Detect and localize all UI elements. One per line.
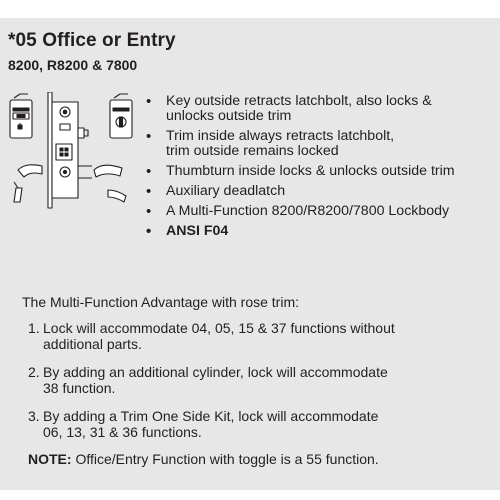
footnote xyxy=(28,451,379,467)
list-item xyxy=(142,204,494,219)
feature-line: Trim inside always retracts latchbolt, xyxy=(166,128,395,144)
advantage-line: By adding an additional cylinder, lock will accommodate xyxy=(43,364,388,380)
note-text: Office/Entry Function with toggle is a 55 function. xyxy=(71,451,379,467)
inside-trim-thumbturn-icon xyxy=(110,94,132,138)
feature-line: A Multi-Function 8200/R8200/7800 Lockbody xyxy=(166,203,450,219)
feature-line: Thumbturn inside locks & unlocks outside trim xyxy=(166,163,455,179)
item-number: 3. xyxy=(28,408,40,424)
advantage-intro: The Multi-Function Advantage with rose trim: xyxy=(22,294,300,310)
list-item xyxy=(142,224,494,239)
list-item xyxy=(28,364,468,396)
lock-function-diagram xyxy=(8,92,144,216)
list-item xyxy=(28,408,468,440)
outside-trim-key-cylinder-icon xyxy=(10,94,32,138)
advantage-line: By adding a Trim One Side Kit, lock will accommodate xyxy=(43,408,379,424)
item-number: 1. xyxy=(28,320,40,336)
note-label: NOTE: xyxy=(28,451,72,467)
list-item xyxy=(142,184,494,199)
mortise-lockbody-icon xyxy=(48,92,88,208)
list-item xyxy=(142,129,494,159)
advantage-line: Lock will accommodate 04, 05, 15 & 37 functions without xyxy=(43,320,395,336)
feature-line: unlocks outside trim xyxy=(166,108,292,124)
advantage-line: 38 function. xyxy=(43,380,116,396)
model-numbers: 8200, R8200 & 7800 xyxy=(8,57,138,73)
feature-line: trim outside remains locked xyxy=(166,143,339,159)
item-number: 2. xyxy=(28,364,40,380)
list-item xyxy=(142,94,494,124)
list-item xyxy=(142,164,494,179)
list-item xyxy=(28,320,468,352)
advantage-list xyxy=(28,320,468,452)
feature-list xyxy=(142,94,494,244)
advantage-line: 06, 13, 31 & 36 functions. xyxy=(43,424,202,440)
ansi-grade: ANSI F04 xyxy=(166,223,229,239)
feature-line: Auxiliary deadlatch xyxy=(166,183,286,199)
page-title: *05 Office or Entry xyxy=(8,30,176,51)
feature-line: Key outside retracts latchbolt, also locks & xyxy=(166,93,432,109)
advantage-line: additional parts. xyxy=(43,336,142,352)
